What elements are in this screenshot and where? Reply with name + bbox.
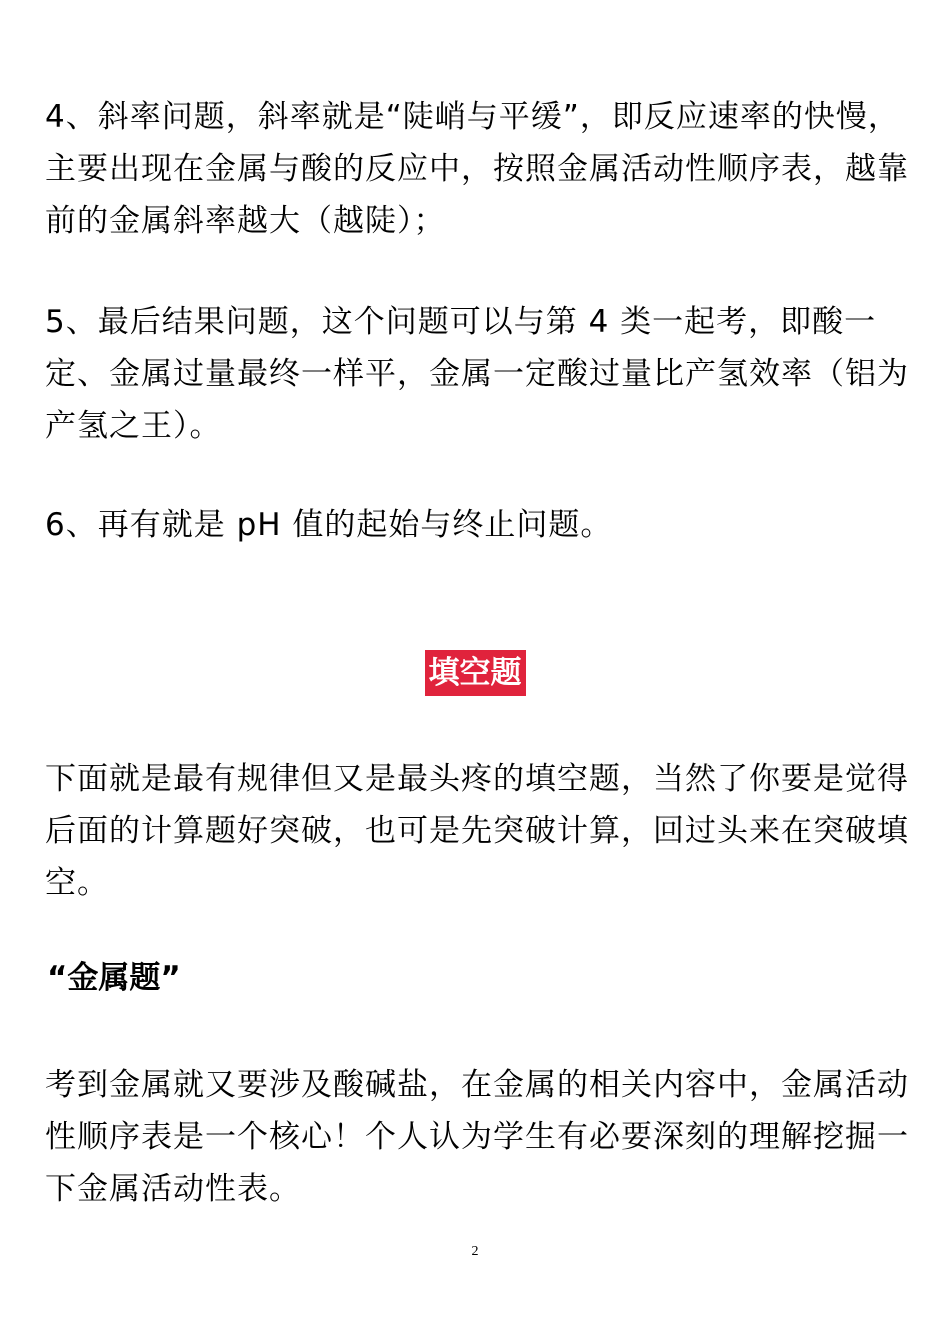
sub-heading-metal-questions: “金属题” — [47, 960, 181, 996]
section-heading-fill-in-blank: 填空题 — [425, 650, 526, 696]
paragraph-fill-in-blank-intro: 下面就是最有规律但又是最头疼的填空题，当然了你要是觉得后面的计算题好突破，也可是先突破计算，回过头来在突破填空。 — [45, 761, 909, 901]
paragraph-final-result-question: 5、最后结果问题，这个问题可以与第 4 类一起考，即酸一定、金属过量最终一样平，金属一定酸过量比产氢效率（铝为产氢之王）。 — [45, 304, 909, 444]
section-heading-container — [0, 650, 950, 696]
page-number: 2 — [471, 1244, 479, 1259]
paragraph-metal-activity-series: 考到金属就又要涉及酸碱盐，在金属的相关内容中，金属活动性顺序表是一个核心！个人认为学生有必要深刻的理解挖掘一下金属活动性表。 — [45, 1067, 909, 1207]
paragraph-slope-question: 4、斜率问题，斜率就是“陡峭与平缓”，即反应速率的快慢，主要出现在金属与酸的反应中，按照金属活动性顺序表，越靠前的金属斜率越大（越陡）； — [45, 99, 909, 239]
paragraph-ph-question: 6、再有就是 pH 值的起始与终止问题。 — [45, 507, 613, 543]
